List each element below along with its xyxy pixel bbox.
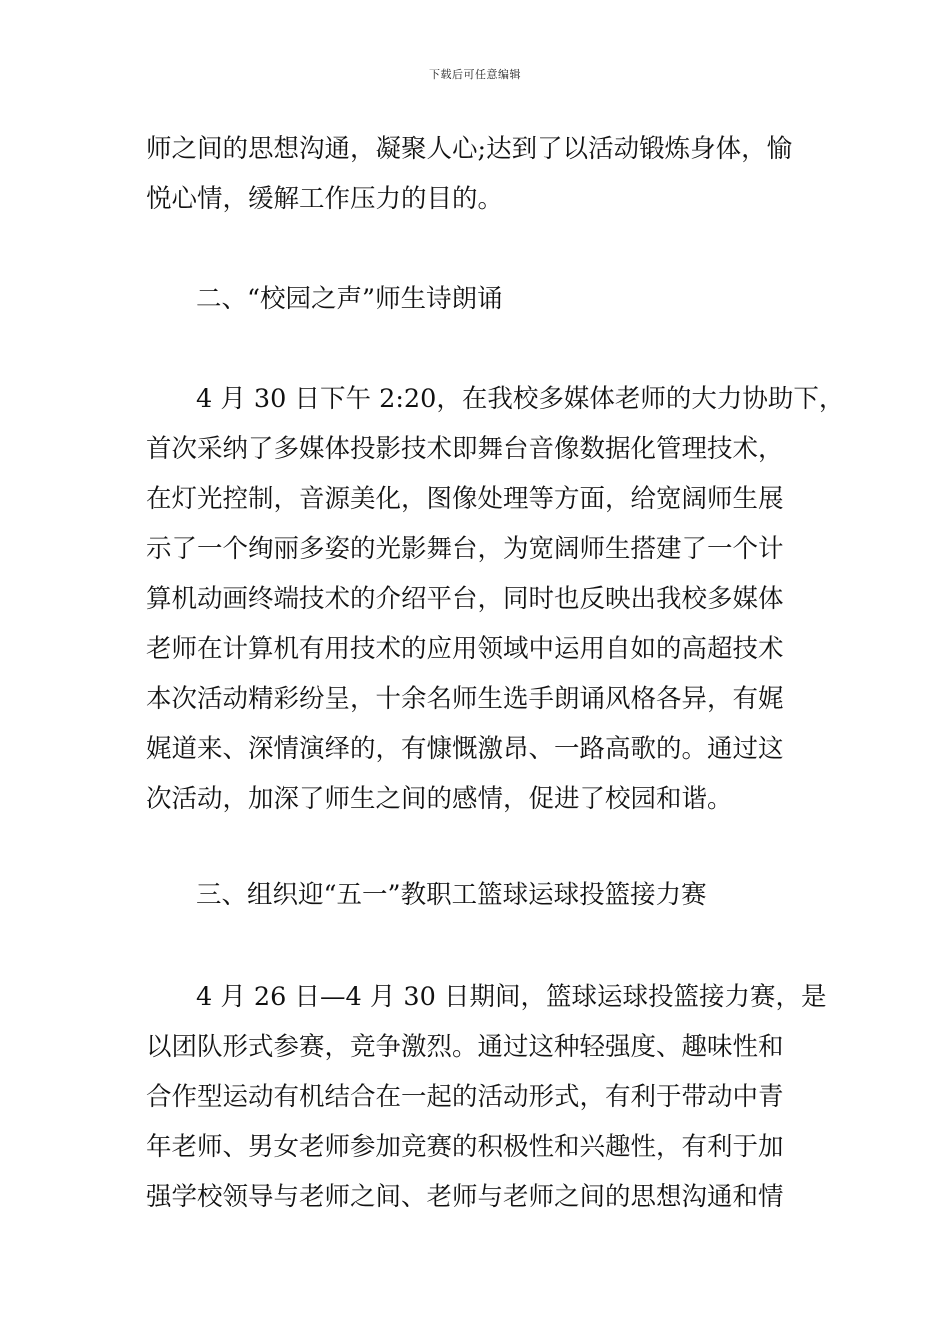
text-line: 本次活动精彩纷呈，十余名师生选手朗诵风格各异，有娓 xyxy=(146,684,784,714)
text-line: 合作型运动有机结合在一起的活动形式，有利于带动中青 xyxy=(146,1082,784,1112)
paragraph-first-line: 4 月 26 日—4 月 30 日期间，篮球运球投篮接力赛，是 xyxy=(196,982,827,1012)
section-heading: 二、“校园之声”师生诗朗诵 xyxy=(196,284,503,314)
text-line: 次活动，加深了师生之间的感情，促进了校园和谐。 xyxy=(146,784,733,814)
paragraph-first-line: 4 月 30 日下午 2:20，在我校多媒体老师的大力协助下， xyxy=(196,384,845,414)
text-line: 娓道来、深情演绎的，有慷慨激昂、一路高歌的。通过这 xyxy=(146,734,784,764)
text-line: 首次采纳了多媒体投影技术即舞台音像数据化管理技术， xyxy=(146,434,784,464)
text-line: 师之间的思想沟通，凝聚人心;达到了以活动锻炼身体，愉 xyxy=(146,134,793,164)
text-line: 老师在计算机有用技术的应用领域中运用自如的高超技术 xyxy=(146,634,784,664)
text-line: 示了一个绚丽多姿的光影舞台，为宽阔师生搭建了一个计 xyxy=(146,534,784,564)
text-line: 在灯光控制，音源美化，图像处理等方面，给宽阔师生展 xyxy=(146,484,784,514)
page-header: 下载后可任意编辑 xyxy=(429,68,521,81)
text-line: 悦心情，缓解工作压力的目的。 xyxy=(146,184,504,214)
text-line: 年老师、男女老师参加竞赛的积极性和兴趣性，有利于加 xyxy=(146,1132,784,1162)
text-line: 强学校领导与老师之间、老师与老师之间的思想沟通和情 xyxy=(146,1182,784,1212)
text-line: 以团队形式参赛，竞争激烈。通过这种轻强度、趣味性和 xyxy=(146,1032,784,1062)
section-heading: 三、组织迎“五一”教职工篮球运球投篮接力赛 xyxy=(196,880,707,910)
text-line: 算机动画终端技术的介绍平台，同时也反映出我校多媒体 xyxy=(146,584,784,614)
